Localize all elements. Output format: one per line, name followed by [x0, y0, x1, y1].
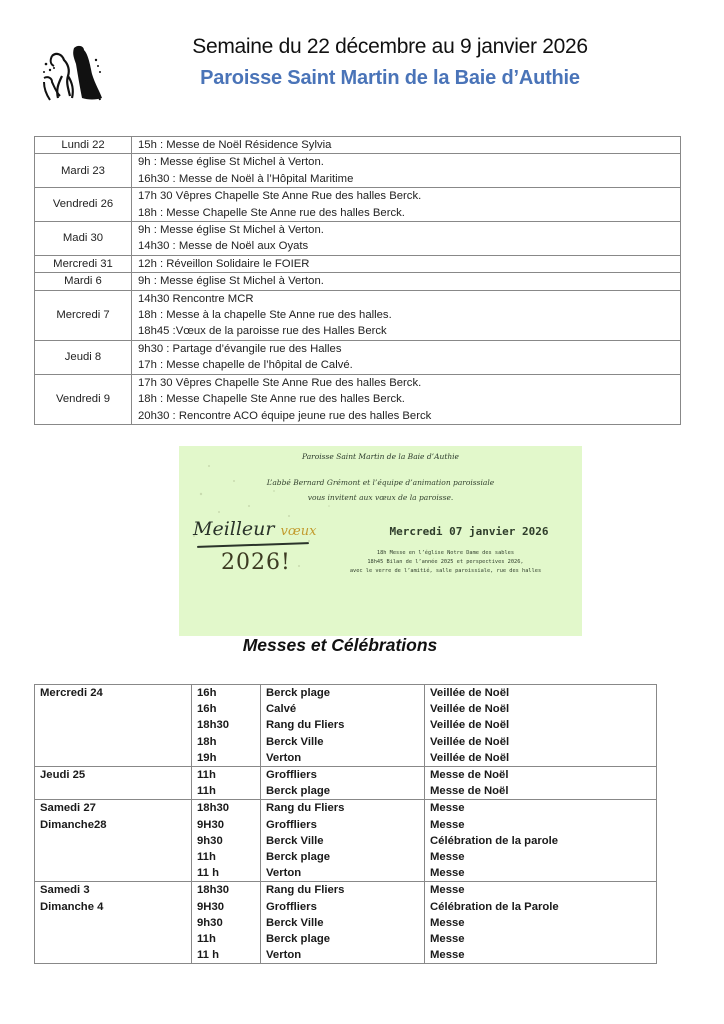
place: Calvé	[266, 703, 297, 716]
days-cell	[35, 882, 192, 964]
table-row	[35, 222, 681, 256]
table-row	[35, 767, 657, 800]
event-line: 18h : Messe Chapelle Ste Anne rue des halles Berck.	[138, 393, 405, 406]
parish-subtitle: Paroisse Saint Martin de la Baie d’Authie	[200, 67, 580, 89]
day-label: Jeudi 25	[40, 769, 86, 782]
flyer-script-greeting	[193, 518, 316, 540]
place: Rang du Fliers	[266, 719, 345, 732]
celebration-type: Célébration de la parole	[430, 834, 559, 847]
times-cell	[192, 685, 261, 767]
event-line: 20h30 : Rencontre ACO équipe jeune rue des halles Berck	[138, 409, 432, 422]
event-line: 9h : Messe église St Michel à Verton.	[138, 275, 324, 288]
times-cell	[192, 882, 261, 964]
celebration-type: Messe	[430, 916, 465, 929]
types-cell	[425, 882, 657, 964]
day-label: Dimanche28	[40, 818, 107, 831]
place: Verton	[266, 949, 302, 962]
place: Groffliers	[266, 818, 317, 831]
events-cell	[132, 255, 681, 272]
days-cell	[35, 685, 192, 767]
place: Berck plage	[266, 933, 331, 946]
time: 18h	[197, 735, 217, 748]
time: 9h30	[197, 916, 223, 929]
script-word: Meilleur	[193, 518, 275, 540]
time: 11 h	[197, 867, 219, 880]
celebration-type: Messe	[430, 867, 465, 880]
events-cell	[132, 154, 681, 188]
event-line: 18h : Messe Chapelle Ste Anne rue des halles Berck.	[138, 206, 405, 219]
day-cell: Mercredi 31	[35, 255, 132, 272]
event-line: 18h : Messe à la chapelle Ste Anne rue des halles.	[138, 309, 392, 322]
detail-line: 18h Messe en l’église Notre Dame des sables	[376, 550, 515, 556]
celebration-type: Messe de Noël	[430, 785, 509, 798]
event-line: 17h : Messe chapelle de l’hôpital de Calvé.	[138, 359, 353, 372]
places-cell	[261, 767, 425, 800]
day-label: Samedi 3	[40, 884, 90, 897]
saint-martin-logo-icon	[38, 40, 106, 108]
script-word: vœux	[280, 524, 317, 539]
places-cell	[261, 882, 425, 964]
section-title: Messes et Célébrations	[242, 635, 438, 655]
table-row	[35, 882, 657, 964]
time: 9H30	[197, 818, 225, 831]
events-cell	[132, 340, 681, 374]
time: 18h30	[197, 884, 230, 897]
flyer-details	[309, 549, 582, 576]
table-row	[35, 374, 681, 424]
celebration-type: Messe	[430, 818, 465, 831]
table-row	[35, 800, 657, 882]
time: 11h	[197, 785, 216, 798]
invite-line: L’abbé Bernard Grémont et l’équipe d’animation paroissiale	[266, 478, 495, 487]
events-cell	[132, 188, 681, 222]
place: Berck plage	[266, 851, 331, 864]
places-cell	[261, 685, 425, 767]
time: 19h	[197, 751, 217, 764]
celebration-type: Veillée de Noël	[430, 719, 510, 732]
day-cell: Mardi 23	[35, 154, 132, 188]
place: Berck Ville	[266, 834, 324, 847]
time: 9h30	[197, 834, 223, 847]
day-cell: Lundi 22	[35, 137, 132, 154]
time: 11h	[197, 851, 216, 864]
time: 11h	[197, 769, 216, 782]
place: Verton	[266, 867, 302, 880]
table-row	[35, 154, 681, 188]
day-cell: Madi 30	[35, 222, 132, 256]
event-line: 14h30 Rencontre MCR	[138, 292, 254, 305]
celebration-type: Messe	[430, 851, 465, 864]
event-line: 9h30 : Partage d’évangile rue des Halles	[138, 342, 342, 355]
event-line: 17h 30 Vêpres Chapelle Ste Anne Rue des halles Berck.	[138, 376, 422, 389]
event-line: 16h30 : Messe de Noël à l’Hôpital Maritime	[138, 172, 354, 185]
time: 18h30	[197, 719, 230, 732]
day-cell: Mercredi 7	[35, 290, 132, 340]
time: 18h30	[197, 802, 230, 815]
celebration-type: Célébration de la Parole	[430, 900, 559, 913]
celebration-type: Veillée de Noël	[430, 735, 510, 748]
event-line: 14h30 : Messe de Noël aux Oyats	[138, 240, 309, 253]
place: Berck Ville	[266, 916, 324, 929]
celebration-type: Messe	[430, 949, 465, 962]
day-cell: Jeudi 8	[35, 340, 132, 374]
celebration-type: Messe	[430, 884, 465, 897]
flyer-year: 2026!	[221, 550, 291, 575]
place: Rang du Fliers	[266, 884, 345, 897]
events-cell	[132, 374, 681, 424]
days-cell	[35, 800, 192, 882]
table-row	[35, 340, 681, 374]
events-cell	[132, 222, 681, 256]
page-title: Semaine du 22 décembre au 9 janvier 2026	[192, 35, 588, 58]
day-label: Mercredi 24	[40, 687, 103, 699]
place: Rang du Fliers	[266, 802, 345, 815]
events-cell	[132, 290, 681, 340]
types-cell	[425, 800, 657, 882]
days-cell	[35, 767, 192, 800]
table-row	[35, 188, 681, 222]
place: Verton	[266, 751, 302, 764]
place: Berck Ville	[266, 735, 324, 748]
event-line: 12h : Réveillon Solidaire le FOIER	[138, 257, 310, 270]
event-line: 17h 30 Vêpres Chapelle Ste Anne Rue des halles Berck.	[138, 190, 422, 203]
table-row	[35, 273, 681, 290]
celebration-type: Messe	[430, 802, 465, 815]
flyer-date: Mercredi 07 janvier 2026	[389, 525, 549, 538]
events-cell	[132, 137, 681, 154]
event-line: 9h : Messe église St Michel à Verton.	[138, 224, 324, 237]
new-year-wishes-flyer	[179, 446, 582, 636]
times-cell	[192, 800, 261, 882]
event-line: 15h : Messe de Noël Résidence Sylvia	[138, 139, 332, 151]
table-row	[35, 255, 681, 272]
invite-line: vous invitent aux vœux de la paroisse.	[307, 493, 454, 502]
detail-line: avec le verre de l’amitié, salle paroissiale, rue des halles	[349, 568, 542, 574]
time: 11h	[197, 933, 216, 946]
day-cell: Vendredi 26	[35, 188, 132, 222]
event-line: 9h : Messe église St Michel à Verton.	[138, 156, 324, 169]
celebrations-table	[34, 684, 657, 964]
table-row	[35, 685, 657, 767]
places-cell	[261, 800, 425, 882]
celebration-type: Veillée de Noël	[430, 687, 510, 699]
celebration-type: Messe	[430, 933, 465, 946]
time: 11 h	[197, 949, 219, 962]
place: Berck plage	[266, 687, 331, 699]
place: Groffliers	[266, 900, 317, 913]
place: Groffliers	[266, 769, 317, 782]
day-cell: Vendredi 9	[35, 374, 132, 424]
celebration-type: Veillée de Noël	[430, 751, 510, 764]
events-cell	[132, 273, 681, 290]
flyer-heading: Paroisse Saint Martin de la Baie d’Authie	[302, 452, 459, 461]
types-cell	[425, 767, 657, 800]
time: 16h	[197, 687, 217, 699]
flyer-invitation	[179, 475, 582, 505]
weekly-schedule-table	[34, 136, 681, 425]
times-cell	[192, 767, 261, 800]
day-label: Samedi 27	[40, 802, 96, 815]
detail-line: 18h45 Bilan de l’année 2025 et perspectives 2026,	[367, 559, 524, 565]
time: 9H30	[197, 900, 225, 913]
celebration-type: Messe de Noël	[430, 769, 509, 782]
time: 16h	[197, 703, 217, 716]
table-row	[35, 137, 681, 154]
celebration-type: Veillée de Noël	[430, 703, 510, 716]
event-line: 18h45 :Vœux de la paroisse rue des Halles Berck	[138, 325, 387, 338]
day-label: Dimanche 4	[40, 900, 104, 913]
table-row	[35, 290, 681, 340]
place: Berck plage	[266, 785, 331, 798]
day-cell: Mardi 6	[35, 273, 132, 290]
types-cell	[425, 685, 657, 767]
